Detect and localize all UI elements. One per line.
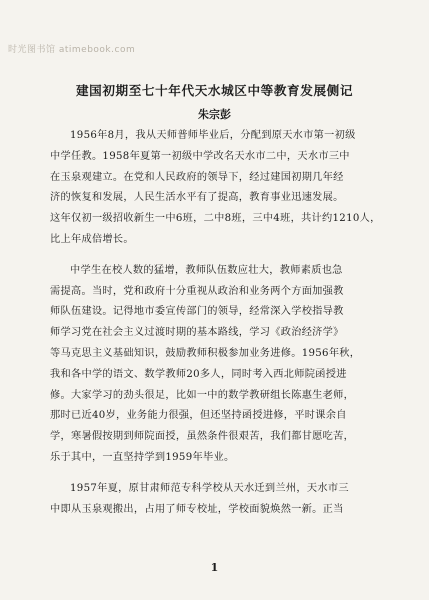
text-line: 师学习党在社会主义过渡时期的基本路线，学习《政治经济学》 (50, 327, 344, 339)
text-line: 修。大家学习的劲头很足，比如一中的数学教研组长陈惠生老师， (50, 389, 355, 401)
watermark: 时光图书馆 atimebook.com (8, 45, 136, 55)
article-body (50, 126, 402, 520)
text-line: 济的恢复和发展，人民生活水平有了提高，教育事业迅速发展。 (50, 192, 344, 204)
page-number: 1 (210, 561, 219, 574)
text-line: 我和各中学的语文、数学教师20多人，同时考入西北师院函授进 (50, 368, 347, 380)
text-line: 比上年成倍增长。 (50, 233, 134, 245)
text-line: 那时已近40岁，业务能力很强，但还坚持函授进修，平时课余自 (50, 410, 347, 422)
text-line: 在玉泉观建立。在党和人民政府的领导下，经过建国初期几年经 (50, 171, 344, 183)
text-line: 中即从玉泉观搬出，占用了师专校址，学校面貌焕然一新。正当 (50, 503, 344, 515)
author-name: 朱宗彭 (198, 108, 231, 121)
text-line: 1957年夏，原甘肃师范专科学校从天水迁到兰州，天水市三 (70, 482, 349, 494)
text-line: 等马克思主义基础知识，鼓励教师积极参加业务进修。1956年秋， (50, 347, 361, 359)
text-line: 师队伍建设。记得地市委宣传部门的领导，经常深入学校指导教 (50, 306, 344, 318)
text-line: 学，寒暑假按期到师院面授，虽然条件很艰苦，我们都甘愿吃苦， (50, 431, 355, 443)
text-line: 中学任教。1958年夏第一初级中学改名天水市二中，天水市三中 (50, 150, 350, 162)
paragraph-3 (50, 479, 402, 521)
text-line: 1956年8月，我从天师普师毕业后，分配到原天水市第一初级 (70, 130, 356, 141)
text-line: 这年仅初一级招收新生一中6班，二中8班，三中4班，共计约1210人， (50, 213, 381, 225)
paragraph-2 (50, 261, 402, 469)
text-line: 需提高。当时，党和政府十分重视从政治和业务两个方面加强教 (50, 285, 344, 297)
text-line: 乐于其中，一直坚持学到1959年毕业。 (50, 451, 235, 463)
text-line: 中学生在校人数的猛增，教师队伍数应壮大，教师素质也急 (70, 264, 343, 276)
article-title: 建国初期至七十年代天水城区中等教育发展侧记 (75, 83, 354, 98)
paragraph-1 (50, 126, 402, 251)
